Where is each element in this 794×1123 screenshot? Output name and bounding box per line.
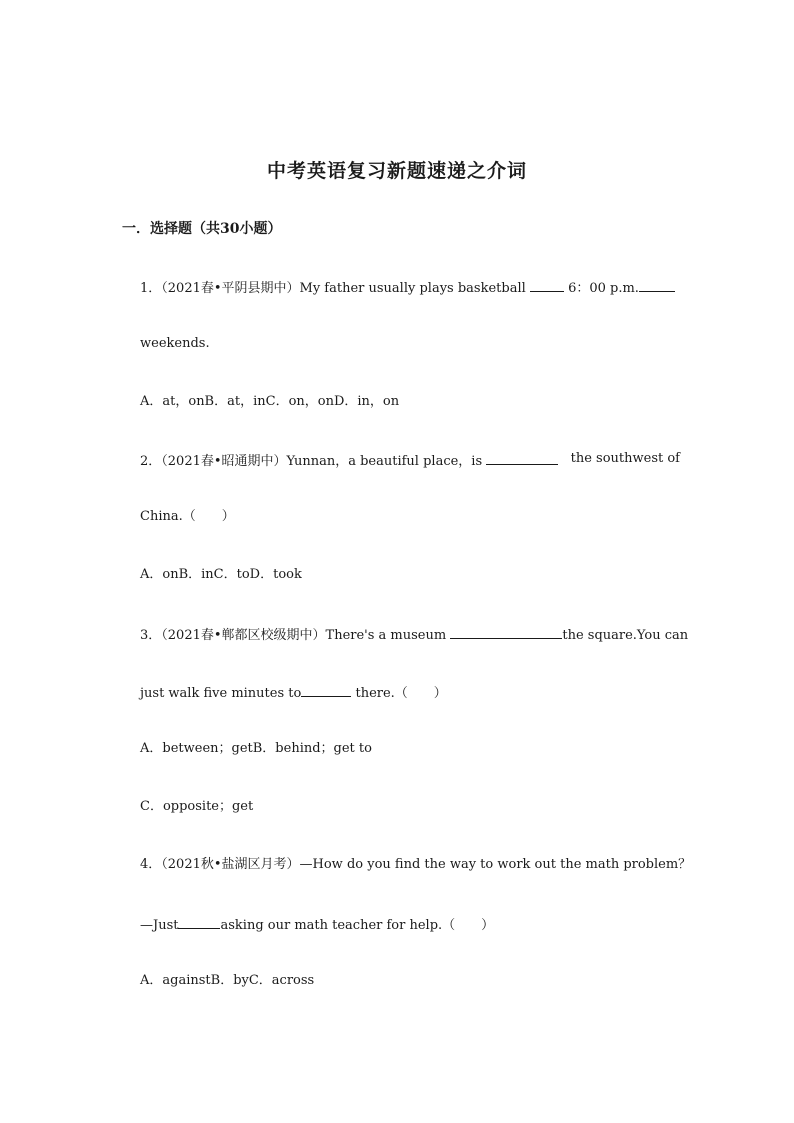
question-3-cont-text: just walk five minutes to — [140, 686, 302, 701]
question-3-stem — [140, 624, 689, 645]
page-title: 中考英语复习新题速递之介词 — [266, 160, 527, 182]
answer-blank — [639, 277, 675, 292]
question-4-continuation — [140, 914, 680, 935]
answer-blank — [530, 277, 564, 292]
answer-blank — [178, 914, 220, 929]
question-4-cont-end: asking our math teacher for help.（ ） — [220, 918, 495, 933]
question-3-continuation — [140, 682, 680, 703]
question-2-left — [140, 450, 558, 471]
question-3-text: 3．（2021春•郸都区校级期中）There's a museum — [140, 628, 447, 643]
question-2-text-end: the southwest of — [570, 451, 680, 466]
question-1-text: 1．（2021春•平阴县期中）My father usually plays basketball — [140, 281, 526, 296]
question-4-cont-text: —Just — [140, 918, 179, 933]
question-2-text: 2．（2021春•昭通期中）Yunnan，a beautiful place，is — [140, 454, 483, 469]
question-2-stem — [140, 450, 680, 471]
question-2-continuation: China.（ ） — [140, 509, 235, 524]
question-1-stem — [140, 277, 680, 298]
question-1-time: 6：00 p.m. — [568, 281, 639, 296]
question-1-options: A．at，onB．at，inC．on，onD．in，on — [140, 394, 400, 409]
question-3-cont-end: there.（ ） — [355, 686, 447, 701]
answer-blank — [301, 682, 351, 697]
question-4-options: A．againstB．byC．across — [140, 973, 315, 988]
answer-blank — [486, 450, 558, 465]
question-2-options: A．onB．inC．toD．took — [140, 567, 302, 582]
question-3-text-end: the square.You can — [562, 628, 689, 643]
question-3-options: A．between；getB．behind；get to — [140, 741, 372, 756]
answer-blank — [450, 624, 562, 639]
question-4-stem: 4．（2021秋•盐湖区月考）—How do you find the way to work out the math problem？ — [140, 857, 692, 872]
section-heading: 一．选择题（共30小题） — [122, 221, 282, 237]
question-3-options-2: C．opposite；get — [140, 799, 254, 814]
question-1-continuation: weekends. — [140, 336, 210, 351]
question-3-left — [140, 624, 688, 645]
